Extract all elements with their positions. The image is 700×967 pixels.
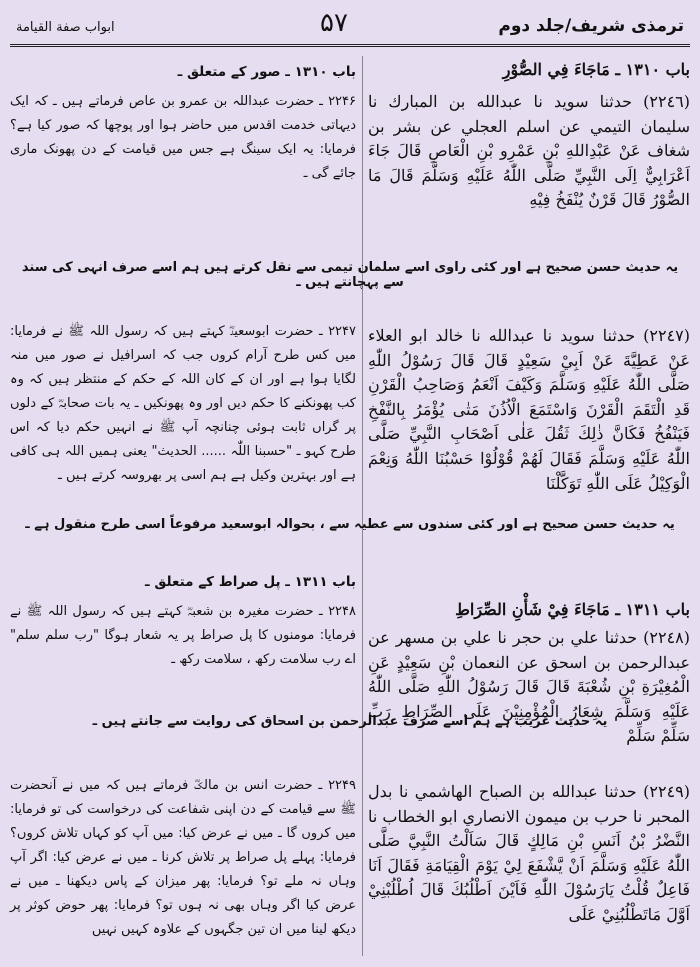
column-divider [362, 56, 363, 956]
page-number: ۵۷ [320, 8, 348, 38]
arabic-hadith-text: (٢٢٤٨) حدثنا علي بن حجر نا علي بن مسهر عن عبدالرحمن بن اسحق عن النعمان بْنِ سَعِيْدٍ عَنِ الْمُغِيْرَةِ بْنِ شُعْبَةَ قَالَ قَالَ رَسُوْلُ اللّٰهِ صَلَّى اللّٰهُ عَلَيْهِ وَسَلَّمَ شِعَارُ الْمُؤْمِنِيْنَ عَلَى الصِّرَاطِ رَبِّ سَلِّمْ سَلِّمْ [368, 628, 690, 746]
arabic-hadith-2247 [368, 324, 690, 496]
arabic-hadith-2248 [368, 626, 690, 749]
book-title: ترمذی شریف/جلد دوم [498, 16, 684, 36]
grading-remark-2247: یہ حدیث حسن صحیح ہے اور کئی سندوں سے عطیہ سے ، بحوالہ ابوسعید مرفوعاً اسی طرح منقول ہے ـ [25, 517, 675, 532]
arabic-hadith-2249 [368, 780, 690, 928]
urdu-hadith-2248 [10, 600, 356, 672]
grading-remark-2246: یہ حدیث حسن صحیح ہے اور کئی راوی اسے سلمان تیمی سے نقل کرتے ہیں ہم اسے صرف انہی کی سند سے پہچانتے ہیں ـ [21, 260, 679, 290]
urdu-heading-1311: باب ۱۳۱۱ ـ پل صراط کے متعلق ـ [145, 574, 356, 590]
urdu-hadith-text: ۲۲۴۷ ـ حضرت ابوسعیدؓ کہتے ہیں کہ رسول اللہ ﷺ نے فرمایا: میں کس طرح آرام کروں جب کہ اسرافیل نے صور میں منہ لگایا ہوا ہے اور ان کے کان اللہ کے حکم کے منتظر ہیں کہ وہ کب پھونکنے کا حکم دیں اور وہ پھونکیں ـ یہ بات صحابہؓ کے دلوں پر گراں ثابت ہوئی چنانچہ آپ ﷺ نے انہیں حکم دیا کہ اس طرح کہو ـ "حسبنا اللّٰہ ...... الحدیث" یعنی ہمیں اللہ ہی کافی ہے اور بہترین وکیل ہے ہم اسی پر بھروسہ کرتے ہیں ـ [10, 324, 356, 483]
arabic-hadith-2246 [368, 90, 690, 213]
urdu-hadith-text: ۲۲۴۸ ـ حضرت مغیرہ بن شعبہؓ کہتے ہیں کہ رسول اللہ ﷺ نے فرمایا: مومنوں کا پل صراط پر یہ شعار ہوگا "رب سلم سلم" اے رب سلامت رکھ ، سلامت رکھ ـ [10, 604, 356, 667]
urdu-heading-1310: باب ۱۳۱۰ ـ صور کے متعلق ـ [177, 64, 356, 80]
urdu-hadith-2247 [10, 320, 356, 488]
arabic-hadith-text: (٢٢٤٩) حدثنا عبدالله بن الصباح الهاشمي نا بدل المحبر نا حرب بن ميمون الانصاري ابو الخطاب نا النَّضْرُ بْنُ اَنَسِ بْنِ مَالِكٍ قَالَ سَاَلْتُ النَّبِيَّ صَلَّى اللّٰهُ عَلَيْهِ وَسَلَّمَ اَنْ يَّشْفَعَ لِيْ يَوْمَ الْقِيَامَةِ فَقَالَ اَنَا فَاعِلٌ قُلْتُ يَارَسُوْلَ اللّٰهِ فَاَيْنَ اَطْلُبُكَ قَالَ اُطْلُبْنِيْ اَوَّلَ مَاتَطْلُبُنِيْ عَلَى [368, 782, 690, 924]
arabic-heading-1310: باب ١٣١٠ ـ مَاجَاءَ فِي الصُّوْرِ [502, 60, 690, 79]
urdu-hadith-2246 [10, 90, 356, 186]
grading-remark-2248: یہ حدیث غریب ہے ہم اسے صرف عبدالرحمن بن اسحاق کی روایت سے جانتے ہیں ـ [92, 714, 608, 729]
urdu-hadith-text: ۲۲۴۶ ـ حضرت عبداللہ بن عمرو بن عاص فرماتے ہیں ـ کہ ایک دیہاتی خدمت اقدس میں حاضر ہوا اور پوچھا کہ صور کیا ہے؟ فرمایا: یہ ایک سینگ ہے جس میں قیامت کے دن پھونک ماری جائے گی ـ [10, 94, 356, 181]
page-header [10, 4, 690, 47]
urdu-hadith-text: ۲۲۴۹ ـ حضرت انس بن مالکؓ فرماتے ہیں کہ میں نے آنحضرت ﷺ سے قیامت کے دن اپنی شفاعت کی درخواست کی تو فرمایا: میں کروں گا ـ میں نے عرض کیا: میں آپ کو کہاں تلاش کروں؟ فرمایا: پہلے پل صراط پر تلاش کرنا ـ میں نے عرض کیا: اگر آپ وہاں نہ ملے تو؟ فرمایا: پھر میزان کے پاس دیکھنا ـ میں نے عرض کیا اگر وہاں بھی نہ ہوں تو؟ فرمایا: پھر حوض کوثر پر دیکھ لینا میں ان تین جگہوں کے علاوہ کہیں نہیں [10, 778, 356, 937]
arabic-hadith-text: (٢٢٤٦) حدثنا سويد نا عبدالله بن المبارك نا سليمان التيمي عن اسلم العجلي عن بشر بن شغاف عَنْ عَبْدِاللهِ بْنِ عَمْرِو بْنِ الْعَاصِ قَالَ جَاءَ اَعْرَابِيٌّ اِلَى النَّبِيِّ صَلَّى اللّٰهُ عَلَيْهِ وَسَلَّمَ قَالَ مَا الصُّوْرُ قَالَ قَرْنٌ يُنْفَخُ فِيْهِ [368, 92, 690, 210]
urdu-hadith-2249 [10, 774, 356, 942]
chapter-title: ابواب صفة القيامة [16, 20, 115, 35]
arabic-heading-1311: باب ١٣١١ ـ مَاجَاءَ فِيْ شَأْنِ الصِّرَاطِ [455, 600, 690, 619]
arabic-hadith-text: (٢٢٤٧) حدثنا سويد نا عبدالله نا خالد ابو العلاء عَنْ عَطِيَّةَ عَنْ اَبِيْ سَعِيْدٍ قَالَ قَالَ رَسُوْلُ اللّٰهِ صَلَّى اللّٰهُ عَلَيْهِ وَسَلَّمَ وَكَيْفَ اَنْعَمُ وَصَاحِبُ الْقَرْنِ قَدِ الْتَقَمَ الْقَرْنَ وَاسْتَمَعَ الْاُذُنَ مَتٰى يُؤْمَرُ بِالنَّفْخِ فَيَنْفُخُ فَكَانَّ ذٰلِكَ ثَقُلَ عَلٰى اَصْحَابِ النَّبِيِّ صَلَّى اللّٰهُ عَلَيْهِ وَسَلَّمَ فَقَالَ لَهُمْ قُوْلُوْا حَسْبُنَا اللّٰهُ وَنِعْمَ الْوَكِيْلُ عَلَى اللّٰهِ تَوَكَّلْنَا [368, 326, 690, 493]
